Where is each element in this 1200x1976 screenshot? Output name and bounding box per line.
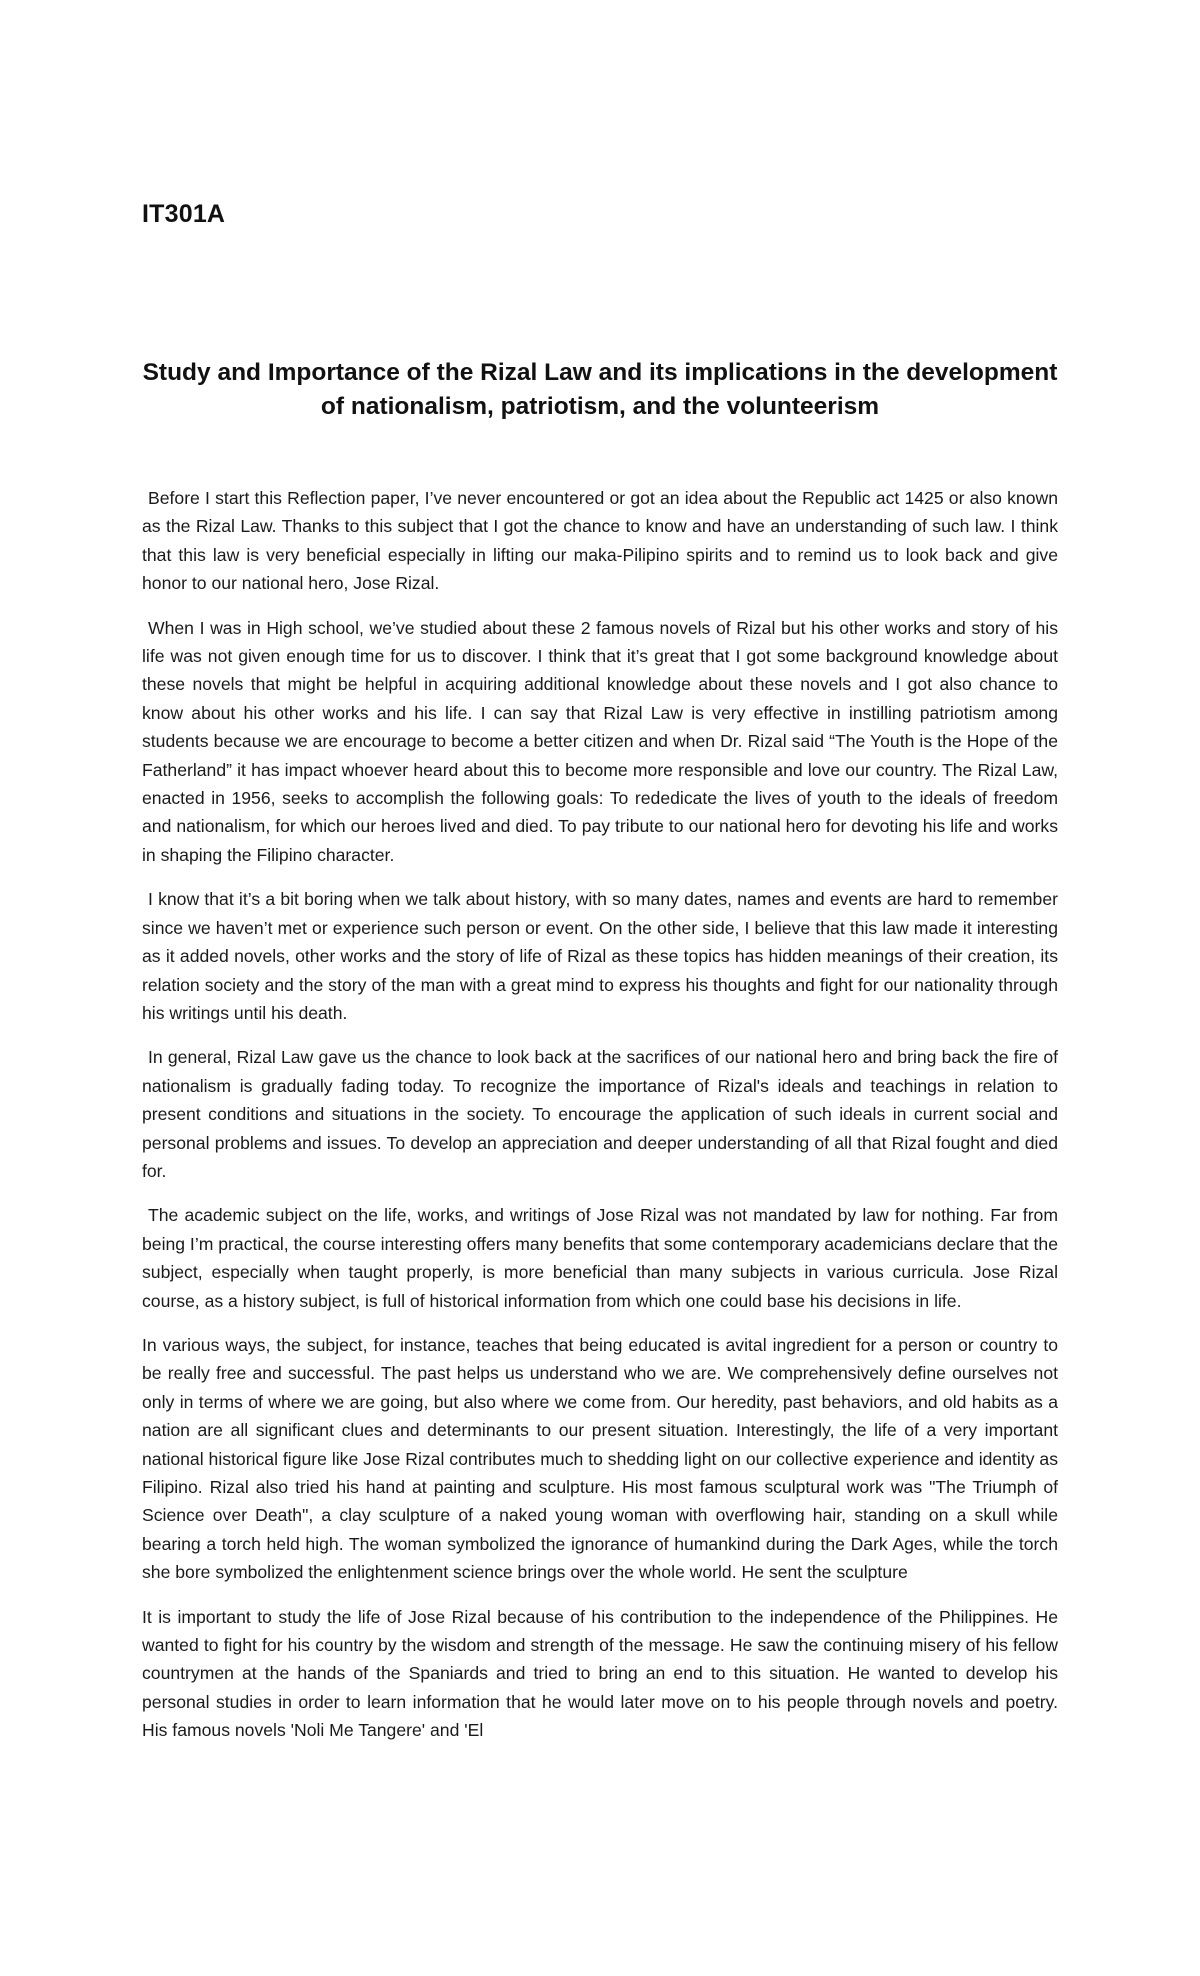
paragraph: In various ways, the subject, for instance, teaches that being educated is avital ingredient for a person or country to be really free and successful. The past helps us understand who we are. We comprehensively define ourselves not only in terms of where we are going, but also where we come from. Our heredity, past behaviors, and old habits as a nation are all significant clues and determinants to our present situation. Interestingly, the life of a very important national historical figure like Jose Rizal contributes much to shedding light on our collective experience and identity as Filipino. Rizal also tried his hand at painting and sculpture. His most famous sculptural work was "The Triumph of Science over Death", a clay sculpture of a naked young woman with overflowing hair, standing on a skull while bearing a torch held high. The woman symbolized the ignorance of humankind during the Dark Ages, while the torch she bore symbolized the enlightenment science brings over the whole world. He sent the sculpture: [142, 1334, 1058, 1583]
paragraph: Before I start this Reflection paper, I’ve never encountered or got an idea about the Republic act 1425 or also known as the Rizal Law. Thanks to this subject that I got the chance to know and have an understanding of such law. I think that this law is very beneficial especially in lifting our maka-Pilipino spirits and to remind us to look back and give honor to our national hero, Jose Rizal.: [142, 488, 1058, 594]
paragraph: In general, Rizal Law gave us the chance to look back at the sacrifices of our national hero and bring back the fire of nationalism is gradually fading today. To recognize the importance of Rizal's ideals and teachings in relation to present conditions and situations in the society. To encourage the application of such ideals in current social and personal problems and issues. To develop an appreciation and deeper understanding of all that Rizal fought and died for.: [142, 1047, 1058, 1181]
document-title: Study and Importance of the Rizal Law and its implications in the development of nationalism, patriotism, and the volunteerism: [142, 359, 1058, 420]
paragraph: It is important to study the life of Jose Rizal because of his contribution to the independence of the Philippines. He wanted to fight for his country by the wisdom and strength of the message. He saw the continuing misery of his fellow countrymen at the hands of the Spaniards and tried to bring an end to this situation. He wanted to develop his personal studies in order to learn information that he would later move on to his people through novels and poetry. His famous novels 'Noli Me Tangere' and 'El: [142, 1606, 1058, 1741]
paragraph: The academic subject on the life, works, and writings of Jose Rizal was not mandated by law for nothing. Far from being I’m practical, the course interesting offers many benefits that some contemporary academicians declare that the subject, especially when taught properly, is more beneficial than many subjects in various curricula. Jose Rizal course, as a history subject, is full of historical information from which one could base his decisions in life.: [142, 1205, 1059, 1311]
paragraph: I know that it’s a bit boring when we talk about history, with so many dates, names and events are hard to remember since we haven’t met or experience such person or event. On the other side, I believe that this law made it interesting as it added novels, other works and the story of life of Rizal as these topics has hidden meanings of their creation, its relation society and the story of the man with a great mind to express his thoughts and fight for our nationality through his writings until his death.: [142, 889, 1058, 1023]
document-body: [142, 484, 1058, 1761]
paragraph: When I was in High school, we’ve studied about these 2 famous novels of Rizal but his other works and story of his life was not given enough time for us to discover. I think that it’s great that I got some background knowledge about these novels that might be helpful in acquiring additional knowledge about these novels and I got also chance to know about his other works and his life. I can say that Rizal Law is very effective in instilling patriotism among students because we are encourage to become a better citizen and when Dr. Rizal said “The Youth is the Hope of the Fatherland” it has impact whoever heard about this to become more responsible and love our country. The Rizal Law, enacted in 1956, seeks to accomplish the following goals: To rededicate the lives of youth to the ideals of freedom and nationalism, for which our heroes lived and died. To pay tribute to our national hero for devoting his life and works in shaping the Filipino character.: [142, 617, 1058, 865]
course-code: IT301A: [142, 200, 226, 228]
